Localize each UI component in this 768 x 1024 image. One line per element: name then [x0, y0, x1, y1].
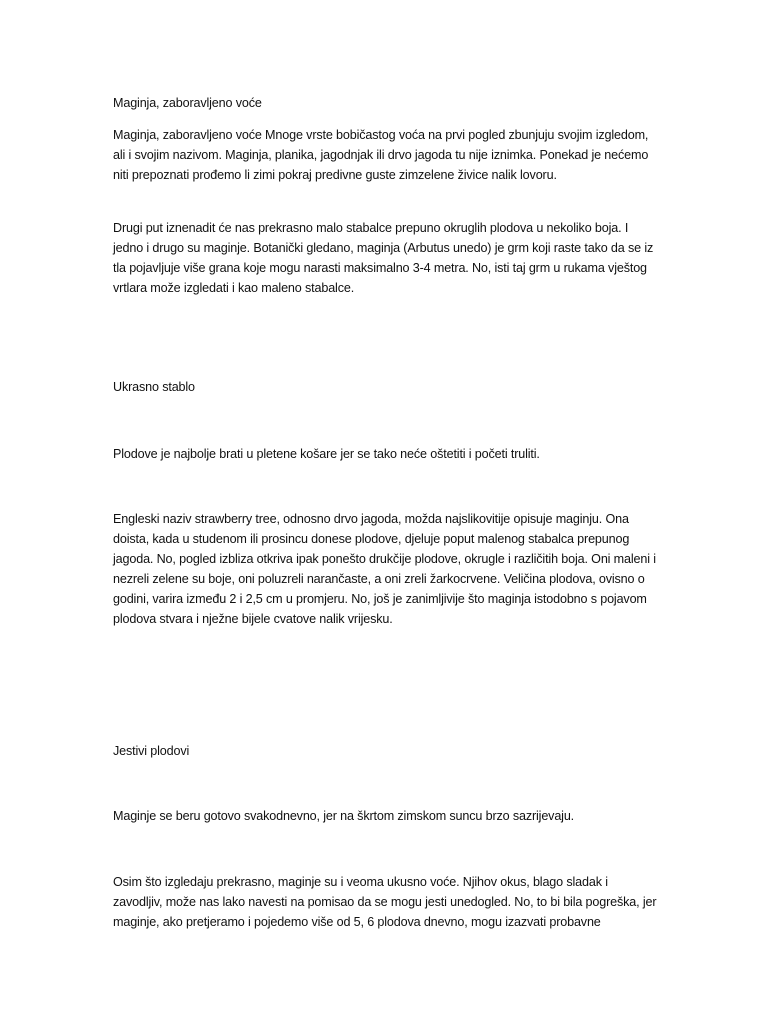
paragraph-daily-harvest: Maginje se beru gotovo svakodnevno, jer na škrtom zimskom suncu brzo sazrijevaju.: [113, 809, 575, 823]
paragraph-arbutus: Drugi put iznenadit će nas prekrasno malo stabalce prepuno okruglih plodova u nekoliko boja. I jedno i drugo su maginje. Botanički gledano, maginja (Arbutus unedo) je grm koji raste tako da se iz tla pojavljuje više grana koje mogu narasti maksimalno 3-4 metra. No, isti taj grm u rukama vještog vrtlara može izgledati i kao maleno stabalce.: [113, 221, 654, 295]
document-title: Maginja, zaboravljeno voće: [113, 96, 262, 110]
paragraph-taste: Osim što izgledaju prekrasno, maginje su i veoma ukusno voće. Njihov okus, blago sladak i zavodljiv, može nas lako navesti na pomisao da se mogu jesti unedogled. No, to bi bila pogreška, jer maginje, ako pretjeramo i pojedemo više od 5, 6 plodova dnevno, mogu izazvati probavne: [113, 875, 657, 929]
paragraph-strawberry-tree: Engleski naziv strawberry tree, odnosno drvo jagoda, možda najslikovitije opisuje maginju. Ona doista, kada u studenom ili prosincu donese plodove, djeluje poput malenog stabalca prepunog jagoda. No, pogled izbliza otkriva ipak ponešto drukčije plodove, okrugle i različitih boja. Oni maleni i nezreli zelene su boje, oni poluzreli narančaste, a oni zreli žarkocrvene. Veličina plodova, ovisno o godini, varira između 2 i 2,5 cm u promjeru. No, još je zanimljivije što maginja istodobno s pojavom plodova stvara i nježne bijele cvatove nalik vrijesku.: [113, 512, 656, 626]
section-heading-ukrasno-stablo: Ukrasno stablo: [113, 380, 195, 394]
paragraph-harvest-baskets: Plodove je najbolje brati u pletene košare jer se tako neće oštetiti i početi truliti.: [113, 447, 540, 461]
section-heading-jestivi-plodovi: Jestivi plodovi: [113, 744, 190, 758]
intro-paragraph: Maginja, zaboravljeno voće Mnoge vrste bobičastog voća na prvi pogled zbunjuju svojim izgledom, ali i svojim nazivom. Maginja, planika, jagodnjak ili drvo jagoda tu nije iznimka. Ponekad je nećemo niti prepoznati prođemo li zimi pokraj predivne guste zimzelene živice nalik lovoru.: [113, 128, 649, 182]
